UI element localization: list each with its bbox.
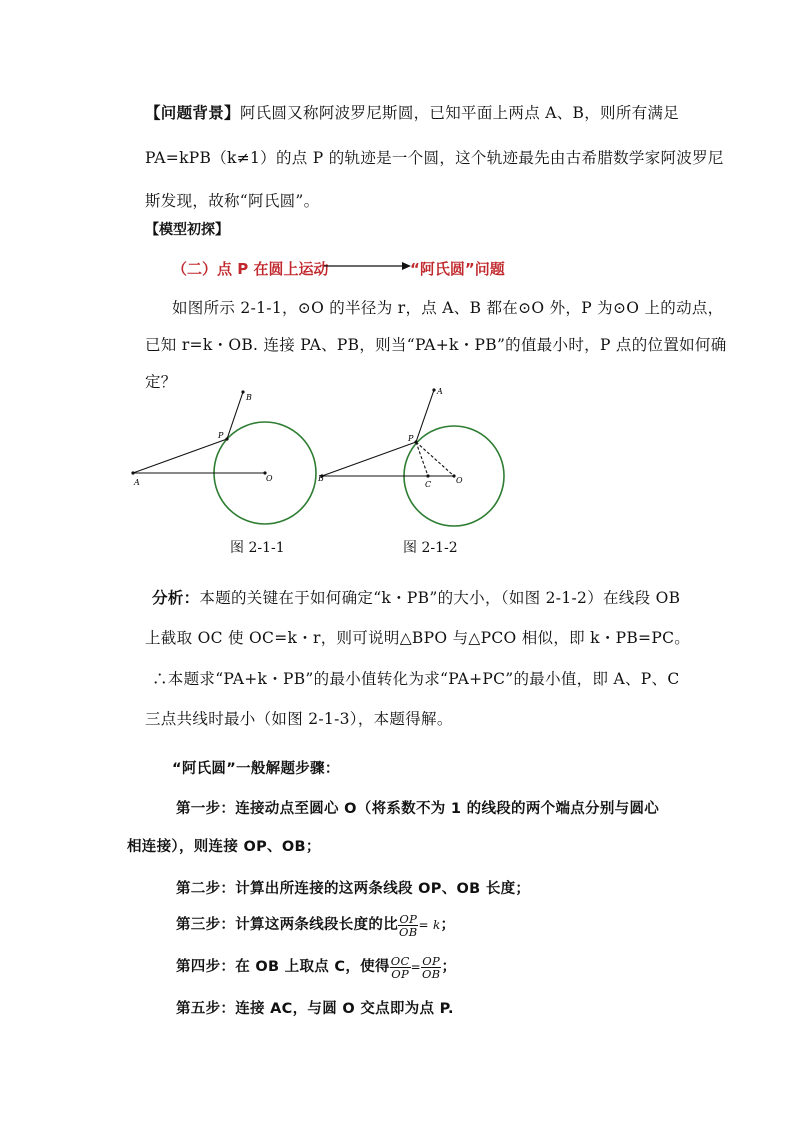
- fig1-label-p: P: [218, 431, 224, 440]
- model-heading: 【模型初探】: [145, 222, 229, 238]
- background-line-1: [145, 101, 679, 123]
- step-1-line-2: 相连接），则连接 OP、OB；: [127, 839, 321, 855]
- step-3-end: ；: [440, 917, 456, 933]
- step-3-fraction: [398, 913, 418, 938]
- fig1-label-o: O: [266, 474, 273, 483]
- step-4-numerator-2: OP: [422, 953, 441, 968]
- step-4-text: 第四步：在 OB 上取点 C，使得: [176, 959, 390, 975]
- analysis-line-1: [152, 586, 680, 608]
- step-3-rhs: = k: [418, 918, 441, 932]
- fig1-line-ap: [133, 439, 227, 473]
- section-title-left: （二）点 P 在圆上运动: [172, 260, 329, 278]
- fig2-line-bp: [322, 442, 416, 476]
- problem-line-3: 定？: [145, 373, 177, 391]
- problem-line-1: 如图所示 2-1-1，⊙O 的半径为 r，点 A、B 都在⊙O 外，P 为⊙O 上的动点，: [172, 299, 724, 317]
- figure-2-1-2: [310, 380, 510, 530]
- step-4-end: ；: [441, 959, 457, 975]
- section-title-right: “阿氏圆”问题: [410, 260, 505, 278]
- step-2: 第二步：计算出所连接的这两条线段 OP、OB 长度；: [176, 881, 531, 897]
- step-5: 第五步：连接 AC，与圆 O 交点即为点 P.: [176, 1001, 454, 1017]
- step-3-numerator: OP: [399, 911, 418, 926]
- background-text-1: 阿氏圆又称阿波罗尼斯圆，已知平面上两点 A、B，则所有满足: [239, 104, 680, 122]
- analysis-text-1: 本题的关键在于如何确定“k・PB”的大小，（如图 2-1-2）在线段 OB: [199, 589, 681, 607]
- section-arrow-icon: [322, 258, 412, 274]
- problem-line-2: 已知 r=k・OB. 连接 PA、PB，则当“PA+k・PB”的值最小时，P 点的位置如何确: [145, 336, 727, 354]
- step-3-denominator: OB: [399, 924, 418, 939]
- step-4: [176, 952, 456, 982]
- step-4-numerator-1: OC: [390, 953, 410, 968]
- background-line-2: PA=kPB（k≠1）的点 P 的轨迹是一个圆，这个轨迹最先由古希腊数学家阿波罗尼: [145, 149, 724, 167]
- step-4-denominator-2: OB: [421, 966, 441, 981]
- step-3-text: 第三步：计算这两条线段长度的比: [176, 917, 398, 933]
- background-line-3: 斯发现，故称“阿氏圆”。: [145, 192, 320, 210]
- step-1-line-1: 第一步：连接动点至圆心 O（将系数不为 1 的线段的两个端点分别与圆心: [176, 801, 660, 817]
- fig2-label-o: O: [456, 476, 463, 485]
- figure-2-1-2-caption: 图 2-1-2: [403, 540, 458, 556]
- step-4-equals: =: [410, 960, 421, 974]
- fig2-label-a: A: [437, 387, 443, 396]
- figure-2-1-1: [125, 380, 325, 530]
- fig2-label-p: P: [408, 434, 414, 443]
- steps-title: “阿氏圆”一般解题步骤：: [172, 761, 340, 777]
- fig1-label-a: A: [134, 478, 140, 487]
- step-4-fraction-1: [390, 955, 411, 980]
- fig2-label-b: B: [318, 474, 324, 483]
- background-heading: 【问题背景】: [145, 104, 240, 122]
- analysis-line-4: 三点共线时最小（如图 2-1-3），本题得解。: [145, 710, 453, 728]
- figure-2-1-1-caption: 图 2-1-1: [230, 540, 285, 556]
- step-4-fraction-2: [421, 955, 441, 980]
- analysis-label: 分析：: [152, 589, 200, 607]
- step-4-denominator-1: OP: [391, 966, 410, 981]
- fig2-line-pa: [416, 390, 434, 442]
- step-3: [176, 910, 455, 940]
- fig1-label-b: B: [246, 393, 252, 402]
- fig2-label-c: C: [425, 480, 432, 489]
- analysis-line-3: ∴本题求“PA+k・PB”的最小值转化为求“PA+PC”的最小值，即 A、P、C: [152, 670, 680, 688]
- analysis-line-2: 上截取 OC 使 OC=k・r，则可说明△BPO 与△PCO 相似，即 k・PB=PC。: [145, 629, 691, 647]
